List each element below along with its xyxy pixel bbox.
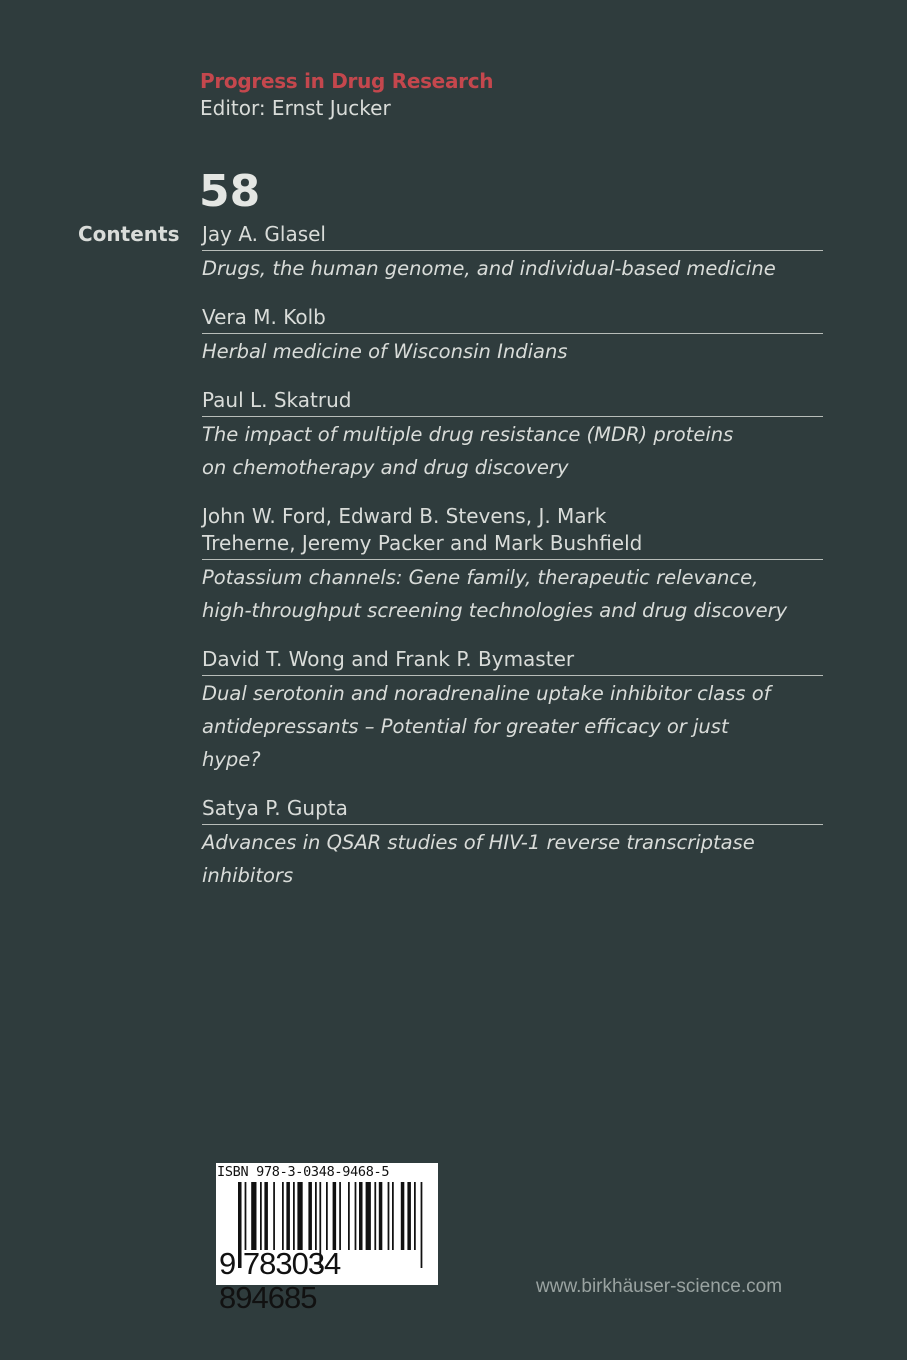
barcode-bar [339, 1182, 341, 1250]
barcode-bar [374, 1182, 376, 1250]
contents-entry [202, 387, 823, 484]
entry-author: Satya P. Gupta [202, 795, 823, 825]
contents-entry [202, 304, 823, 368]
volume-number: 58 [199, 166, 261, 217]
contents-label: Contents [78, 222, 180, 246]
barcode-bar [407, 1182, 411, 1250]
entry-author: Jay A. Glasel [202, 221, 823, 251]
barcode-bar [414, 1182, 416, 1250]
contents-entry [202, 221, 823, 285]
barcode-bar [282, 1182, 284, 1250]
barcode-bar [388, 1182, 390, 1250]
barcode-bar [379, 1182, 383, 1250]
editor-line: Editor: Ernst Jucker [200, 96, 391, 120]
entry-author: Vera M. Kolb [202, 304, 823, 334]
entry-title: The impact of multiple drug resistance (MDR) proteins on chemotherapy and drug discovery [202, 423, 734, 479]
contents-entry [202, 795, 823, 892]
barcode-bar [260, 1182, 262, 1250]
entry-title: Herbal medicine of Wisconsin Indians [202, 340, 568, 363]
barcode-bar [315, 1182, 317, 1250]
barcode-bar [273, 1182, 275, 1250]
barcode-digits: 9 783034 894685 [219, 1246, 341, 1315]
isbn-barcode [216, 1163, 438, 1315]
entry-title: Dual serotonin and noradrenaline uptake inhibitor class of antidepressants – Potential for greater efficacy or just hype? [202, 682, 771, 771]
barcode-bar [264, 1182, 268, 1250]
barcode-bar [297, 1182, 302, 1250]
barcode-bar [359, 1182, 363, 1250]
barcode-bar [308, 1182, 312, 1250]
contents-entry [202, 503, 823, 627]
entry-author: Paul L. Skatrud [202, 387, 823, 417]
contents-entry [202, 646, 823, 776]
barcode-bar [392, 1182, 394, 1250]
barcode-bar [401, 1182, 405, 1250]
barcode-bar [348, 1182, 350, 1250]
barcode-bar [366, 1182, 371, 1250]
entry-title: Advances in QSAR studies of HIV-1 reverse transcriptase inhibitors [202, 831, 755, 887]
entry-author: David T. Wong and Frank P. Bymaster [202, 646, 823, 676]
entry-title: Potassium channels: Gene family, therapeutic relevance, high-throughput screening technologies and drug discovery [202, 566, 788, 622]
entry-author: John W. Ford, Edward B. Stevens, J. Mark Treherne, Jeremy Packer and Mark Bushfield [202, 503, 823, 560]
publisher-website: www.birkhäuser-science.com [536, 1276, 783, 1297]
entry-title: Drugs, the human genome, and individual-based medicine [202, 257, 776, 280]
barcode-bar [245, 1182, 247, 1250]
contents-list [202, 221, 823, 911]
barcode-bar [286, 1182, 290, 1250]
isbn-text: ISBN 978-3-0348-9468-5 [217, 1164, 390, 1180]
barcode-bar [326, 1182, 328, 1250]
barcode-bar [251, 1182, 256, 1250]
barcode-bar [355, 1182, 357, 1250]
barcode-bar [293, 1182, 295, 1250]
series-title: Progress in Drug Research [200, 69, 494, 93]
barcode-bar [333, 1182, 337, 1250]
